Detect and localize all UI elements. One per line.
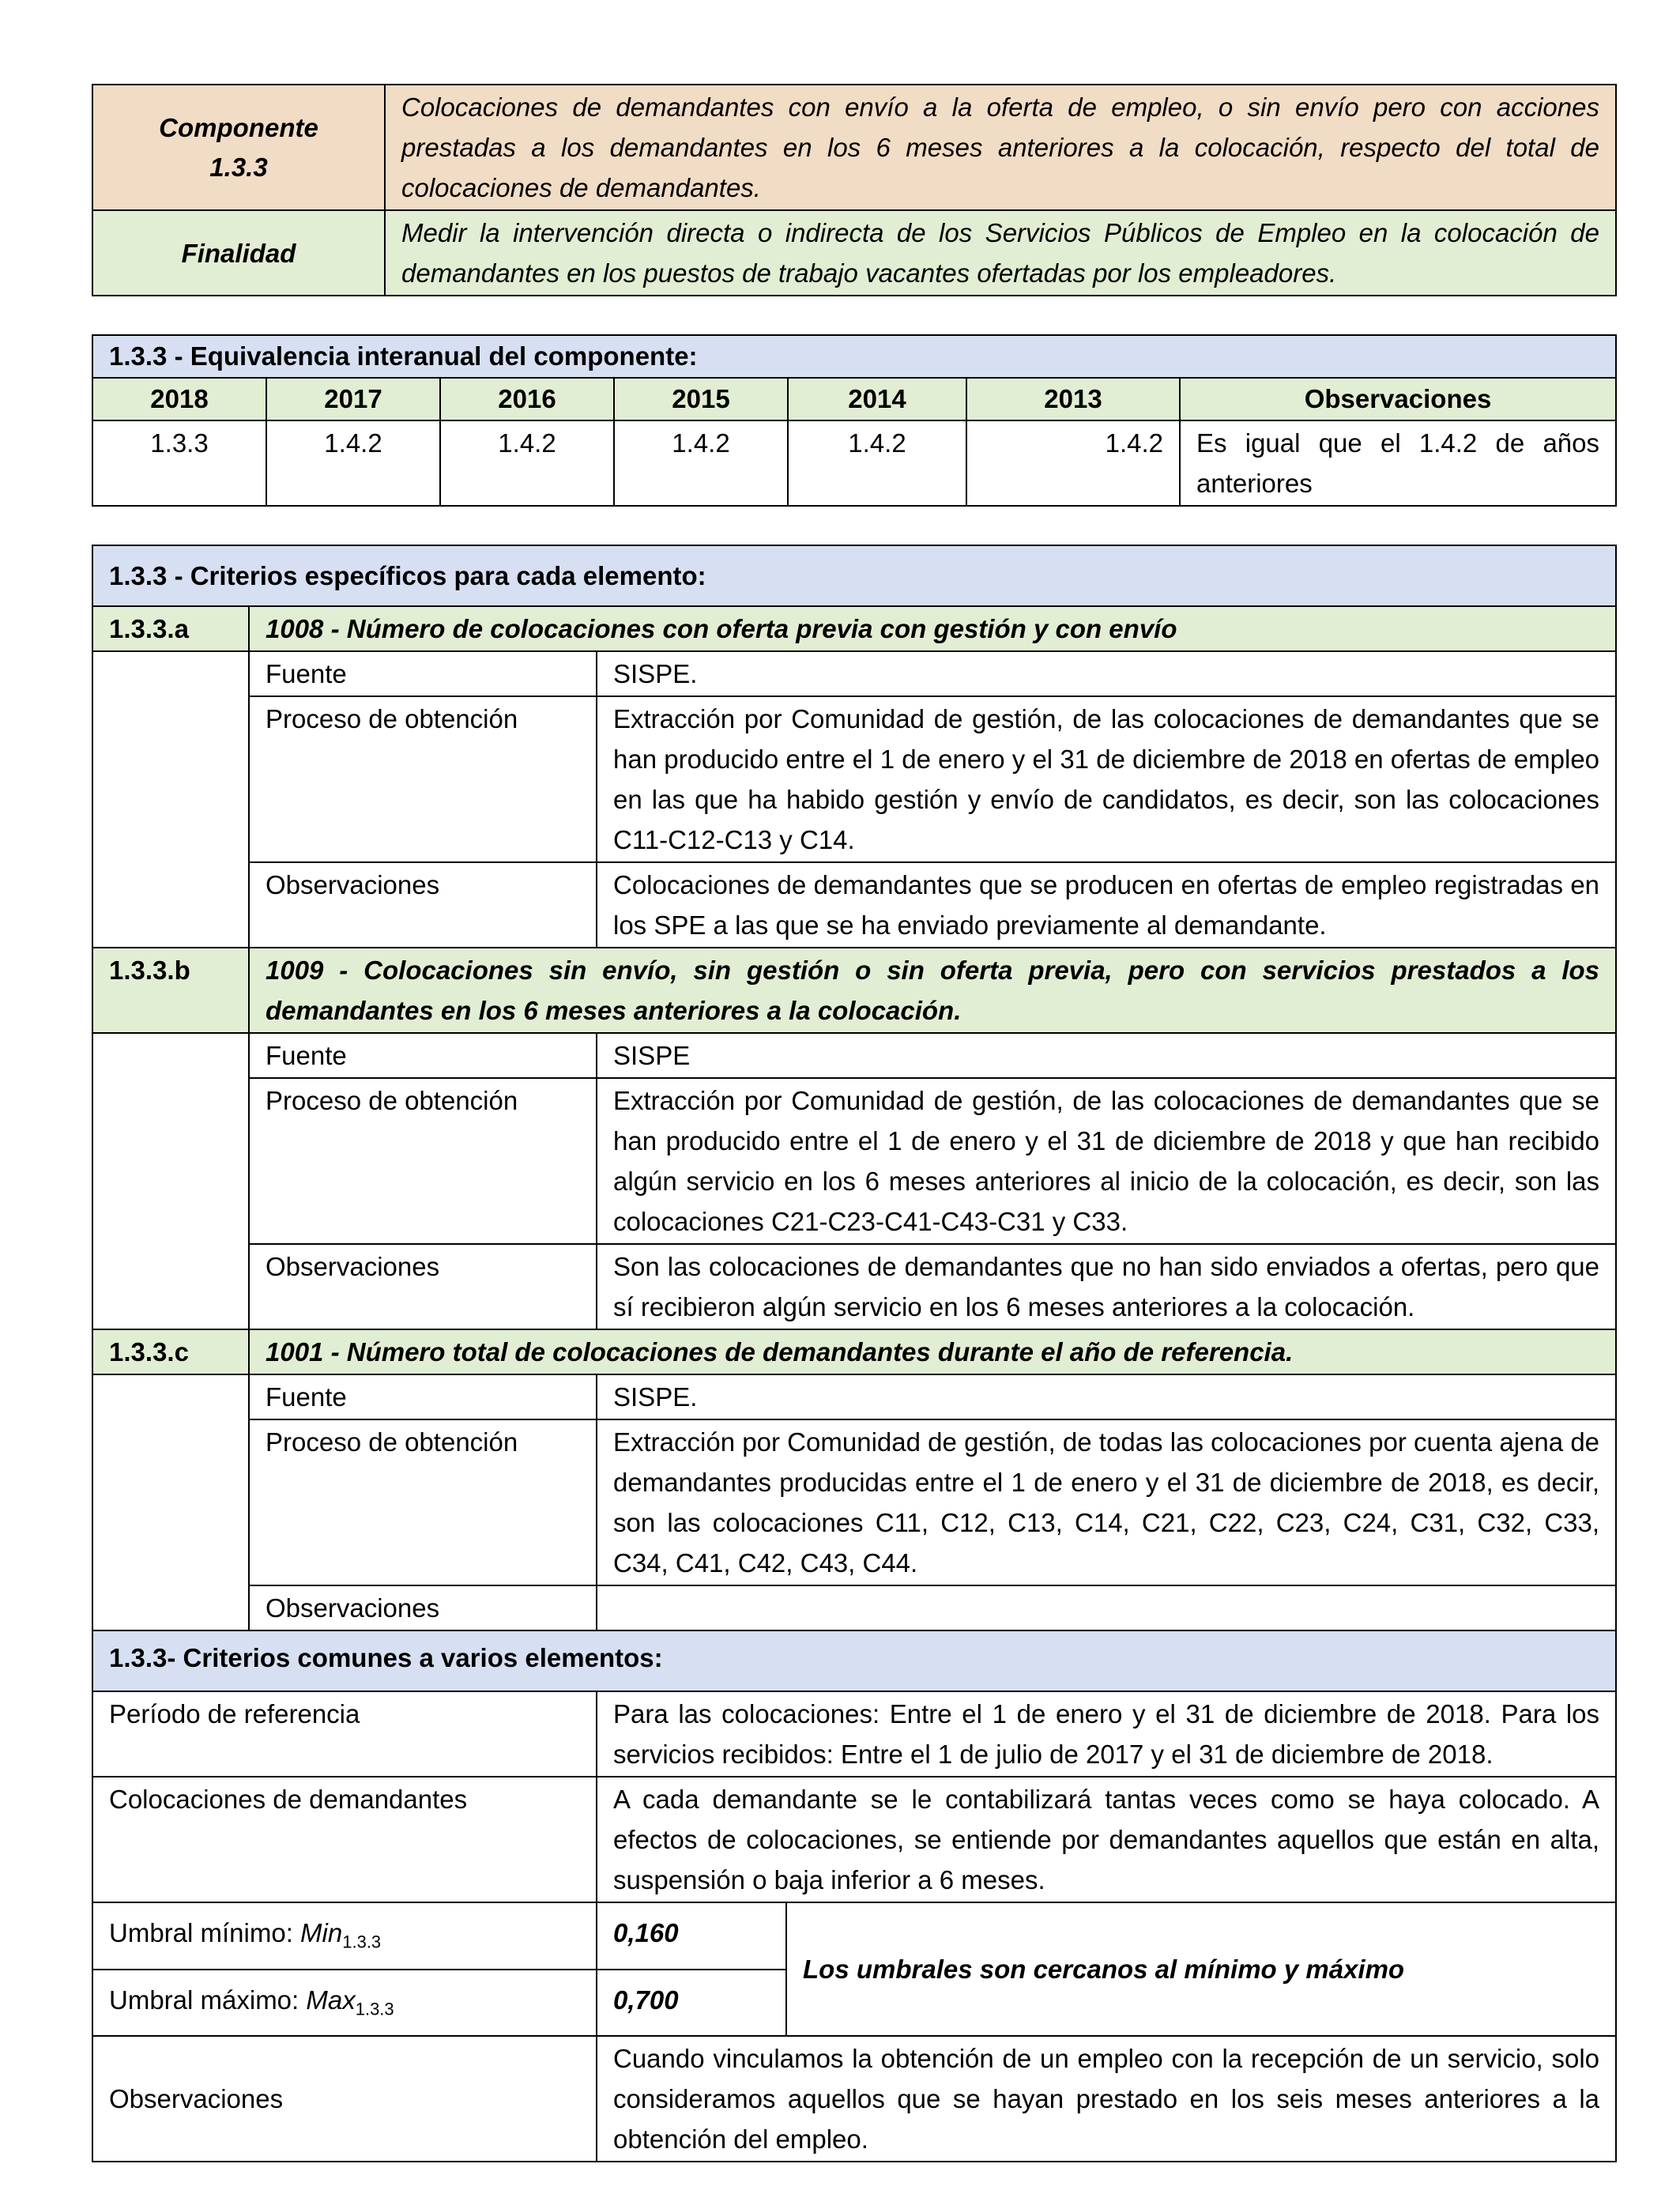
umbral-max-value: 0,700: [597, 1970, 786, 2037]
componente-number: 1.3.3: [209, 152, 268, 182]
document-page: [92, 84, 1615, 2162]
element-fuente-label-1: Fuente: [249, 1033, 597, 1078]
element-observaciones-text-0: Colocaciones de demandantes que se producen en ofertas de empleo registradas en los SPE a las que se ha enviado previamente al demandante.: [597, 862, 1616, 948]
element-fuente-text-1: SISPE: [597, 1033, 1616, 1078]
equivalencia-title: 1.3.3 - Equivalencia interanual del componente:: [92, 335, 1616, 378]
element-proceso-text-2: Extracción por Comunidad de gestión, de todas las colocaciones por cuenta ajena de demandantes producidas entre el 1 de enero y el 31 de diciembre de 2018, es decir, son las colocaciones C11, C12, C13, C14, C21, C22, C23, C24, C31, C32, C33, C34, C41, C42, C43, C44.: [597, 1419, 1616, 1585]
element-code-1: 1.3.3.b: [92, 948, 249, 1033]
colocaciones-text: A cada demandante se le contabilizará tantas veces como se haya colocado. A efectos de colocaciones, se entiende por demandantes aquellos que están en alta, suspensión o baja inferior a 6 meses.: [597, 1777, 1616, 1902]
element-indent-1-2: [92, 1244, 249, 1329]
element-code-0: 1.3.3.a: [92, 606, 249, 651]
element-indent-0-1: [92, 696, 249, 862]
element-indent-2-1: [92, 1419, 249, 1585]
equivalencia-value-3: 1.4.2: [614, 420, 788, 506]
element-fuente-label-0: Fuente: [249, 651, 597, 696]
element-indent-2-2: [92, 1585, 249, 1630]
equivalencia-header-row: [92, 378, 1616, 420]
element-indent-1-1: [92, 1078, 249, 1244]
element-title-2: 1001 - Número total de colocaciones de demandantes durante el año de referencia.: [249, 1329, 1616, 1374]
element-proceso-label-1: Proceso de obtención: [249, 1078, 597, 1244]
componente-label-cell: [92, 85, 385, 210]
finalidad-label: Finalidad: [92, 210, 385, 296]
equivalencia-header-0: 2018: [92, 378, 266, 420]
element-observaciones-label-2: Observaciones: [249, 1585, 597, 1630]
element-indent-0-2: [92, 862, 249, 948]
umbral-min-value: 0,160: [597, 1902, 786, 1970]
element-fuente-label-2: Fuente: [249, 1374, 597, 1419]
equivalencia-value-4: 1.4.2: [788, 420, 966, 506]
umbral-max-sub: 1.3.3: [355, 1999, 394, 2019]
element-indent-0-0: [92, 651, 249, 696]
umbral-max-var: Max: [306, 1985, 356, 2015]
element-indent-2-0: [92, 1374, 249, 1419]
umbral-max-label: [92, 1970, 597, 2037]
periodo-text: Para las colocaciones: Entre el 1 de enero y el 31 de diciembre de 2018. Para los servicios recibidos: Entre el 1 de julio de 2017 y el 31 de diciembre de 2018.: [597, 1691, 1616, 1777]
equivalencia-value-6: Es igual que el 1.4.2 de años anteriores: [1180, 420, 1616, 506]
element-title-1: 1009 - Colocaciones sin envío, sin gestión o sin oferta previa, pero con servicios prestados a los demandantes en los 6 meses anteriores a la colocación.: [249, 948, 1616, 1033]
element-observaciones-label-0: Observaciones: [249, 862, 597, 948]
element-observaciones-text-1: Son las colocaciones de demandantes que no han sido enviados a ofertas, pero que sí recibieron algún servicio en los 6 meses anteriores a la colocación.: [597, 1244, 1616, 1329]
umbral-max-text: Umbral máximo:: [109, 1985, 307, 2015]
equivalencia-header-6: Observaciones: [1180, 378, 1616, 420]
equivalencia-value-5: 1.4.2: [966, 420, 1180, 506]
element-code-2: 1.3.3.c: [92, 1329, 249, 1374]
umbral-note: Los umbrales son cercanos al mínimo y máximo: [786, 1902, 1616, 2036]
periodo-label: Período de referencia: [92, 1691, 597, 1777]
element-proceso-text-0: Extracción por Comunidad de gestión, de las colocaciones de demandantes que se han producido entre el 1 de enero y el 31 de diciembre de 2018 en ofertas de empleo en las que ha habido gestión y envío de candidatos, es decir, son las colocaciones C11-C12-C13 y C14.: [597, 696, 1616, 862]
element-observaciones-text-2: [597, 1585, 1616, 1630]
finalidad-text: Medir la intervención directa o indirecta de los Servicios Públicos de Empleo en la colocación de demandantes en los puestos de trabajo vacantes ofertadas por los empleadores.: [385, 210, 1616, 296]
componente-table: [92, 84, 1617, 296]
equivalencia-value-0: 1.3.3: [92, 420, 266, 506]
equivalencia-value-1: 1.4.2: [266, 420, 440, 506]
umbral-min-var: Min: [300, 1918, 343, 1947]
equivalencia-header-3: 2015: [614, 378, 788, 420]
umbral-min-text: Umbral mínimo:: [109, 1918, 301, 1947]
comunes-title: 1.3.3- Criterios comunes a varios elementos:: [92, 1630, 1616, 1691]
equivalencia-header-5: 2013: [966, 378, 1180, 420]
element-proceso-label-0: Proceso de obtención: [249, 696, 597, 862]
equivalencia-header-2: 2016: [440, 378, 614, 420]
element-observaciones-label-1: Observaciones: [249, 1244, 597, 1329]
comunes-observaciones-text: Cuando vinculamos la obtención de un empleo con la recepción de un servicio, solo consideramos aquellos que se hayan prestado en los seis meses anteriores a la obtención del empleo.: [597, 2036, 1616, 2162]
equivalencia-header-1: 2017: [266, 378, 440, 420]
element-proceso-label-2: Proceso de obtención: [249, 1419, 597, 1585]
umbral-min-label: [92, 1902, 597, 1970]
componente-text: Colocaciones de demandantes con envío a la oferta de empleo, o sin envío pero con acciones prestadas a los demandantes en los 6 meses anteriores a la colocación, respecto del total de colocaciones de demandantes.: [385, 85, 1616, 210]
equivalencia-table: [92, 334, 1617, 507]
equivalencia-value-row: [92, 420, 1616, 506]
componente-label: Componente: [159, 112, 318, 142]
element-fuente-text-0: SISPE.: [597, 651, 1616, 696]
umbral-min-sub: 1.3.3: [342, 1932, 382, 1952]
element-fuente-text-2: SISPE.: [597, 1374, 1616, 1419]
element-proceso-text-1: Extracción por Comunidad de gestión, de las colocaciones de demandantes que se han producido entre el 1 de enero y el 31 de diciembre de 2018 y que han recibido algún servicio en los 6 meses anteriores al inicio de la colocación, es decir, son las colocaciones C21-C23-C41-C43-C31 y C33.: [597, 1078, 1616, 1244]
element-indent-1-0: [92, 1033, 249, 1078]
colocaciones-label: Colocaciones de demandantes: [92, 1777, 597, 1902]
criterios-title: 1.3.3 - Criterios específicos para cada elemento:: [92, 545, 1616, 606]
comunes-observaciones-label: Observaciones: [92, 2036, 597, 2162]
criterios-table: [92, 545, 1617, 2162]
equivalencia-header-4: 2014: [788, 378, 966, 420]
equivalencia-value-2: 1.4.2: [440, 420, 614, 506]
element-title-0: 1008 - Número de colocaciones con oferta previa con gestión y con envío: [249, 606, 1616, 651]
